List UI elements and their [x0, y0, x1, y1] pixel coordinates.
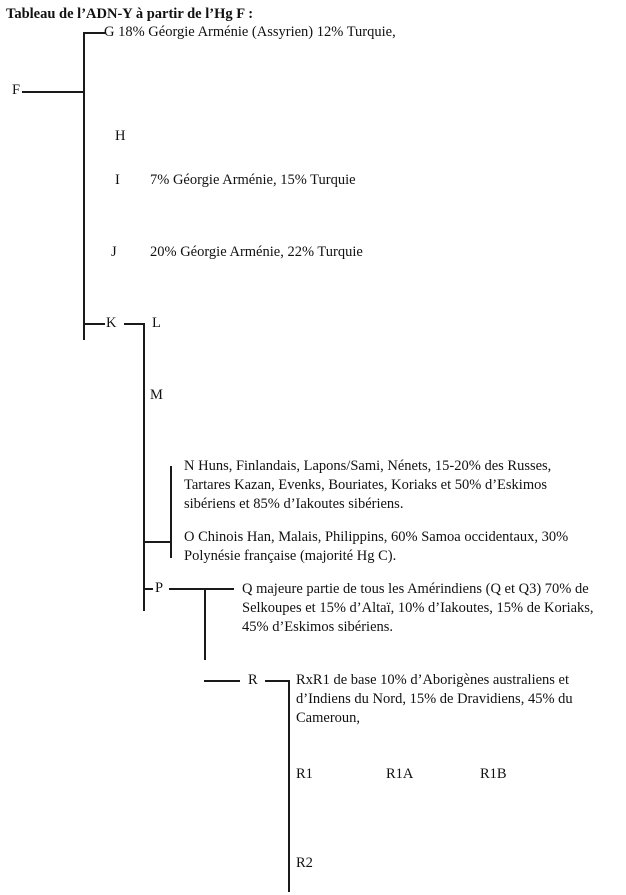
- o-branch-line: [143, 541, 171, 543]
- node-q-line-3: 45% d’Eskimos sibériens.: [242, 619, 394, 635]
- p-trunk-line: [204, 588, 206, 660]
- node-r1b: R1B: [480, 766, 507, 782]
- node-i-text: 7% Géorgie Arménie, 15% Turquie: [150, 172, 356, 188]
- node-p: P: [155, 580, 164, 596]
- node-n-line-1: N Huns, Finlandais, Lapons/Sami, Nénets, 15-20% des Russes,: [184, 458, 552, 474]
- node-f: F: [12, 82, 21, 98]
- node-rxr1-line-1: RxR1 de base 10% d’Aborigènes australiens et: [296, 672, 570, 688]
- node-q-line-2: Selkoupes et 15% d’Altaï, 10% d’Iakoutes, 15% de Koriaks,: [242, 600, 594, 616]
- n-o-bracket-line: [170, 466, 172, 558]
- node-i: I: [115, 172, 120, 188]
- p-branch-line-right: [169, 588, 234, 590]
- f-trunk-line: [83, 32, 85, 340]
- node-r2: R2: [296, 855, 313, 871]
- node-l: L: [152, 315, 161, 331]
- page-title: Tableau de l’ADN-Y à partir de l’Hg F :: [6, 6, 254, 22]
- k-trunk-line: [143, 323, 145, 611]
- r-branch-line-right: [265, 680, 289, 682]
- k-branch-line-left: [83, 323, 105, 325]
- node-n-line-3: sibériens et 85% d’Iakoutes sibériens.: [184, 496, 404, 512]
- node-rxr1-line-2: d’Indiens du Nord, 15% de Dravidiens, 45% du: [296, 691, 573, 707]
- node-r: R: [248, 672, 258, 688]
- node-o-line-1: O Chinois Han, Malais, Philippins, 60% Samoa occidentaux, 30%: [184, 529, 569, 545]
- node-j: J: [111, 244, 117, 260]
- node-j-text: 20% Géorgie Arménie, 22% Turquie: [150, 244, 363, 260]
- r-branch-line-left: [204, 680, 240, 682]
- g-branch-line: [83, 32, 105, 34]
- node-rxr1-line-3: Cameroun,: [296, 710, 361, 726]
- p-branch-line-left: [143, 588, 153, 590]
- f-branch-line: [22, 91, 84, 93]
- node-g-text: G 18% Géorgie Arménie (Assyrien) 12% Turquie,: [104, 24, 396, 40]
- node-h: H: [115, 128, 126, 144]
- node-k: K: [106, 315, 117, 331]
- k-branch-line-right: [124, 323, 144, 325]
- node-n-line-2: Tartares Kazan, Evenks, Bouriates, Koriaks et 50% d’Eskimos: [184, 477, 547, 493]
- node-q-line-1: Q majeure partie de tous les Amérindiens (Q et Q3) 70% de: [242, 581, 589, 597]
- r-trunk-line: [288, 680, 290, 892]
- node-o-line-2: Polynésie française (majorité Hg C).: [184, 548, 397, 564]
- node-m: M: [150, 387, 163, 403]
- node-r1a: R1A: [386, 766, 414, 782]
- node-r1: R1: [296, 766, 313, 782]
